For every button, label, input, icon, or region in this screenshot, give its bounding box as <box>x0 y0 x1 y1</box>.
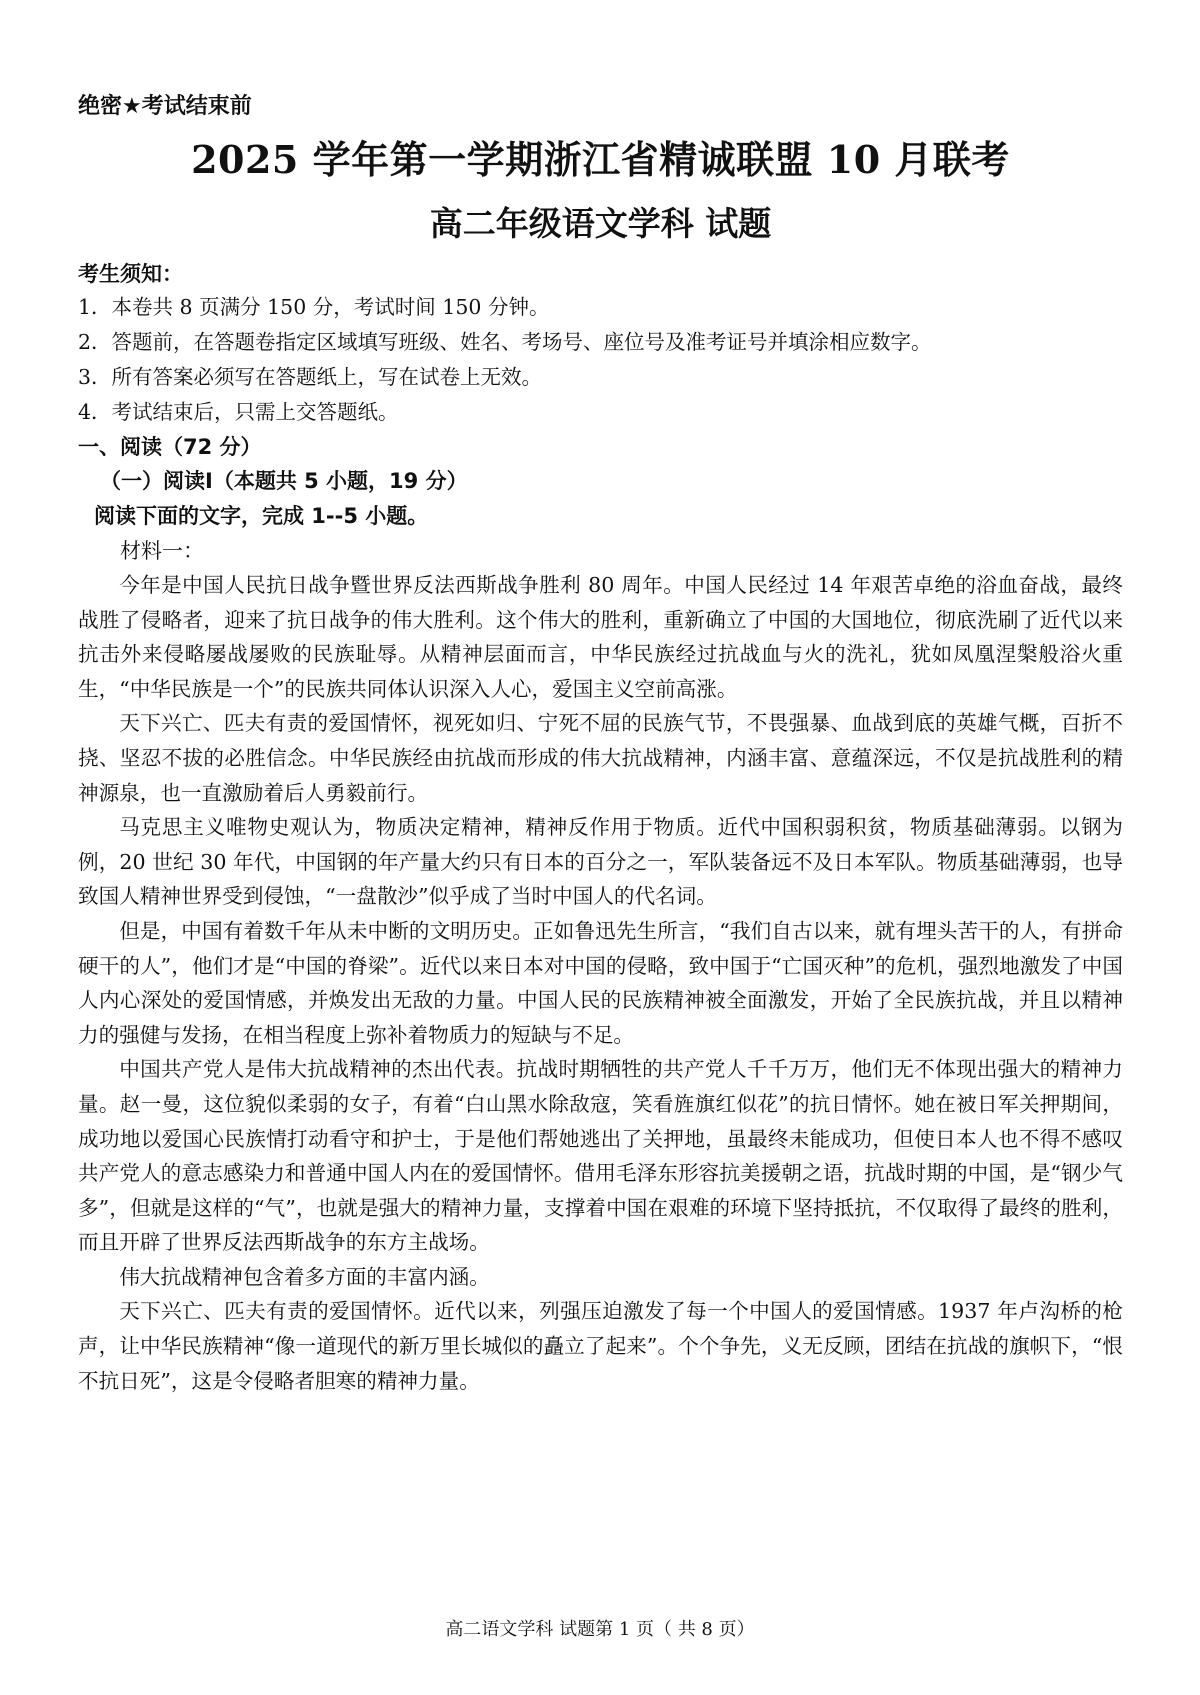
page-footer: 高二语文学科 试题第 1 页（ 共 8 页） <box>445 1619 755 1640</box>
notice-item: 4．考试结束后，只需上交答题纸。 <box>78 400 399 424</box>
notice-item: 1．本卷共 8 页满分 150 分，考试时间 150 分钟。 <box>78 295 550 319</box>
passage-paragraph: 中国共产党人是伟大抗战精神的杰出代表。抗战时期牺牲的共产党人千千万万，他们无不体现出强大的精神力量。赵一曼，这位貌似柔弱的女子，有着“白山黑水除敌寇，笑看旌旗红似花”的抗日情怀。她在被日军关押期间，成功地以爱国心民族情打动看守和护士，于是他们帮她逃出了关押地，虽最终未能成功，但使日本人也不得不感叹共产党人的意志感染力和普通中国人内在的爱国情怀。借用毛泽东形容抗美援朝之语，抗战时期的中国，是“钢少气多”，但就是这样的“气”，也就是强大的精神力量，支撑着中国在艰难的环境下坚持抵抗，不仅取得了最终的胜利，而且开辟了世界反法西斯战争的东方主战场。 <box>78 1057 1123 1255</box>
subsection-heading: （一）阅读Ⅰ（本题共 5 小题，19 分） <box>100 469 468 493</box>
section-heading: 一、阅读（72 分） <box>78 435 262 459</box>
passage-paragraph: 天下兴亡、匹夫有责的爱国情怀，视死如归、宁死不屈的民族气节，不畏强暴、血战到底的英雄气概，百折不挠、坚忍不拔的必胜信念。中华民族经由抗战而形成的伟大抗战精神，内涵丰富、意蕴深远，不仅是抗战胜利的精神源泉，也一直激励着后人勇毅前行。 <box>78 711 1123 805</box>
secret-label: 绝密★考试结束前 <box>78 94 252 119</box>
exam-title: 2025 学年第一学期浙江省精诚联盟 10 月联考 <box>191 137 1010 182</box>
passage-paragraph: 今年是中国人民抗日战争暨世界反法西斯战争胜利 80 周年。中国人民经过 14 年艰苦卓绝的浴血奋战，最终战胜了侵略者，迎来了抗日战争的伟大胜利。这个伟大的胜利，重新确立了中国的大国地位，彻底洗刷了近代以来抗击外来侵略屡战屡败的民族耻辱。从精神层面而言，中华民族经过抗战血与火的洗礼，犹如凤凰涅槃般浴火重生，“中华民族是一个”的民族共同体认识深入人心，爱国主义空前高涨。 <box>78 573 1123 701</box>
notice-list <box>78 290 1123 430</box>
reading-instruction: 阅读下面的文字，完成 1--5 小题。 <box>94 504 429 528</box>
passage-paragraph: 马克思主义唯物史观认为，物质决定精神，精神反作用于物质。近代中国积弱积贫，物质基础薄弱。以钢为例，20 世纪 30 年代，中国钢的年产量大约只有日本的百分之一，军队装备远不及日本军队。物质基础薄弱，也导致国人精神世界受到侵蚀，“一盘散沙”似乎成了当时中国人的代名词。 <box>78 815 1123 909</box>
material-label: 材料一： <box>120 539 204 563</box>
exam-page <box>78 92 1123 1398</box>
passage-paragraph: 伟大抗战精神包含着多方面的丰富内涵。 <box>119 1264 490 1289</box>
notice-item: 2．答题前，在答题卷指定区域填写班级、姓名、考场号、座位号及准考证号并填涂相应数字。 <box>78 330 932 354</box>
notice-item: 3．所有答案必须写在答题纸上，写在试卷上无效。 <box>78 365 543 389</box>
passage-paragraph: 但是，中国有着数千年从未中断的文明历史。正如鲁迅先生所言，“我们自古以来，就有埋头苦干的人，有拼命硬干的人”，他们才是“中国的脊梁”。近代以来日本对中国的侵略，致中国于“亡国灭种”的危机，强烈地激发了中国人内心深处的爱国情感，并焕发出无敌的力量。中国人民的民族精神被全面激发，开始了全民族抗战，并且以精神力的强健与发扬，在相当程度上弥补着物质力的短缺与不足。 <box>78 918 1123 1047</box>
passage-paragraph: 天下兴亡、匹夫有责的爱国情怀。近代以来，列强压迫激发了每一个中国人的爱国情感。1937 年卢沟桥的枪声，让中华民族精神“像一道现代的新万里长城似的矗立了起来”。个个争先，义无反顾，团结在抗战的旗帜下，“恨不抗日死”，这是令侵略者胆寒的精神力量。 <box>78 1299 1123 1393</box>
exam-subtitle: 高二年级语文学科 试题 <box>429 204 772 243</box>
reading-passage <box>78 568 1123 1398</box>
notice-heading: 考生须知： <box>78 262 183 286</box>
